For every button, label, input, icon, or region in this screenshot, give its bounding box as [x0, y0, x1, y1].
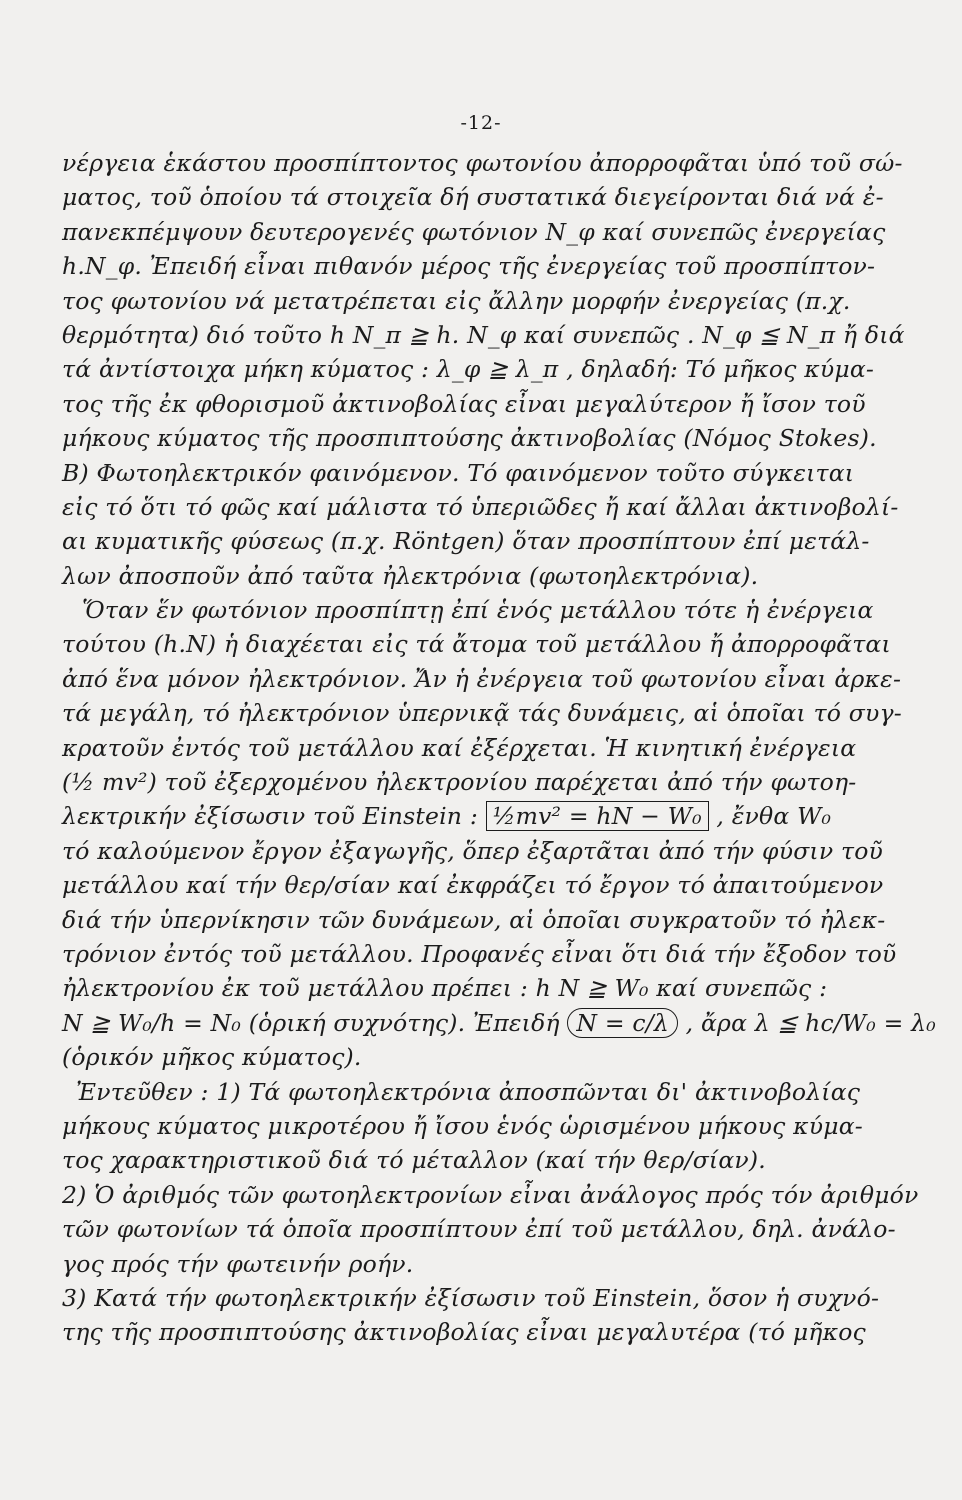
- text-line: τος χαρακτηριστικοῦ διά τό μέταλλον (καί τήν θερ/σίαν).: [62, 1146, 766, 1175]
- text-line: (ὁρικόν μῆκος κύματος).: [62, 1043, 362, 1072]
- text-line: τό καλούμενον ἔργον ἐξαγωγῆς, ὅπερ ἐξαρτᾶται ἀπό τήν φύσιν τοῦ: [62, 836, 884, 865]
- text-line: τά ἀντίστοιχα μήκη κύματος : λ_φ ≧ λ_π , δηλαδή: Τό μῆκος κύμα-: [62, 355, 875, 384]
- paragraph-start-line: Ὅταν ἕν φωτόνιον προσπίπτῃ ἐπί ἑνός μετάλλου τότε ἡ ἐνέργεια: [82, 596, 874, 625]
- text-line: τά μεγάλη, τό ἠλεκτρόνιον ὑπερνικᾷ τάς δυνάμεις, αἱ ὁποῖαι τό συγ-: [62, 699, 902, 728]
- text-line: της τῆς προσπιπτούσης ἀκτινοβολίας εἶναι μεγαλυτέρα (τό μῆκος: [62, 1318, 866, 1347]
- text-line: τούτου (h.N) ἡ διαχέεται εἰς τά ἄτομα τοῦ μετάλλου ἤ ἀπορροφᾶται: [62, 630, 891, 659]
- text-line: ἀπό ἕνα μόνον ἠλεκτρόνιον. Ἄν ἡ ἐνέργεια τοῦ φωτονίου εἶναι ἀρκε-: [62, 664, 902, 693]
- paragraph-start-line: Ἐντεῦθεν : 1) Τά φωτοηλεκτρόνια ἀποσπῶνται δι' ἀκτινοβολίας: [76, 1077, 861, 1106]
- text-line: διά τήν ὑπερνίκησιν τῶν δυνάμεων, αἱ ὁποῖαι συγκρατοῦν τό ἠλεκ-: [62, 905, 886, 934]
- text-line: τος φωτονίου νά μετατρέπεται εἰς ἄλλην μορφήν ἐνεργείας (π.χ.: [62, 286, 851, 315]
- text-line: νέργεια ἑκάστου προσπίπτοντος φωτονίου ἀπορροφᾶται ὑπό τοῦ σώ-: [62, 149, 903, 177]
- text-line: λων ἀποσποῦν ἀπό ταῦτα ἠλεκτρόνια (φωτοηλεκτρόνια).: [62, 561, 759, 590]
- text-line: ἠλεκτρονίου ἐκ τοῦ μετάλλου πρέπει : h N ≧ W₀ καί συνεπῶς :: [62, 974, 828, 1003]
- wavelength-tail: , ἄρα λ ≦ hc/W₀ = λ₀: [685, 1008, 936, 1037]
- text-line: κρατοῦν ἐντός τοῦ μετάλλου καί ἐξέρχεται. Ἡ κινητική ἐνέργεια: [62, 733, 857, 762]
- text-line: 2) Ὁ ἀριθμός τῶν φωτοηλεκτρονίων εἶναι ἀνάλογος πρός τόν ἀριθμόν: [62, 1180, 919, 1209]
- einstein-lead: λεκτρικήν ἐξίσωσιν τοῦ Einstein :: [62, 802, 478, 831]
- text-line: 3) Κατά τήν φωτοηλεκτρικήν ἐξίσωσιν τοῦ Einstein, ὅσον ἡ συχνό-: [62, 1283, 880, 1312]
- frequency-formula-oval: N = c/λ: [567, 1008, 678, 1038]
- einstein-formula-box: ½mv² = hN − W₀: [486, 801, 709, 831]
- einstein-tail: , ἔνθα W₀: [716, 802, 832, 831]
- text-line: μήκους κύματος τῆς προσπιπτούσης ἀκτινοβολίας (Νόμος Stokes).: [62, 424, 877, 453]
- text-line: τρόνιον ἐντός τοῦ μετάλλου. Προφανές εἶναι ὅτι διά τήν ἔξοδον τοῦ: [62, 939, 897, 968]
- page-number: -12-: [460, 112, 502, 134]
- text-line: θερμότητα) διό τοῦτο h N_π ≧ h. N_φ καί συνεπῶς . N_φ ≦ N_π ἤ διά: [62, 320, 905, 349]
- text-line: μετάλλου καί τήν θερ/σίαν καί ἐκφράζει τό ἔργον τό ἀπαιτούμενον: [62, 871, 884, 900]
- text-line: τος τῆς ἐκ φθορισμοῦ ἀκτινοβολίας εἶναι μεγαλύτερον ἤ ἴσον τοῦ: [62, 389, 866, 418]
- text-line: τῶν φωτονίων τά ὁποῖα προσπίπτουν ἐπί τοῦ μετάλλου, δηλ. ἀνάλο-: [62, 1215, 896, 1244]
- section-heading-line: B) Φωτοηλεκτρικόν φαινόμενον. Τό φαινόμενον τοῦτο σύγκειται: [62, 458, 855, 487]
- einstein-equation-line: [62, 799, 912, 833]
- text-line: πανεκπέμψουν δευτερογενές φωτόνιον N_φ καί συνεπῶς ἐνεργείας: [62, 217, 886, 246]
- text-line: (½ mv²) τοῦ ἐξερχομένου ἠλεκτρονίου παρέχεται ἀπό τήν φωτοη-: [62, 768, 857, 797]
- handwritten-text-body: [62, 146, 936, 1350]
- text-line: γος πρός τήν φωτεινήν ροήν.: [62, 1249, 414, 1278]
- text-line: αι κυματικῆς φύσεως (π.χ. Röntgen) ὅταν προσπίπτουν ἐπί μετάλ-: [62, 527, 870, 556]
- text-line: εἰς τό ὅτι τό φῶς καί μάλιστα τό ὑπεριῶδες ἤ καί ἄλλαι ἀκτινοβολί-: [62, 492, 899, 521]
- text-line: h.N_φ. Ἐπειδή εἶναι πιθανόν μέρος τῆς ἐνεργείας τοῦ προσπίπτον-: [62, 252, 876, 281]
- text-line: ματος, τοῦ ὁποίου τά στοιχεῖα δή συστατικά διεγείρονται διά νά ἐ-: [62, 183, 884, 212]
- threshold-lead: N ≧ W₀/h = N₀ (ὁρική συχνότης). Ἐπειδή: [62, 1008, 560, 1037]
- text-line: μήκους κύματος μικροτέρου ἤ ἴσου ἑνός ὡρισμένου μήκους κύμα-: [62, 1111, 863, 1140]
- frequency-equation-line: [62, 1006, 936, 1040]
